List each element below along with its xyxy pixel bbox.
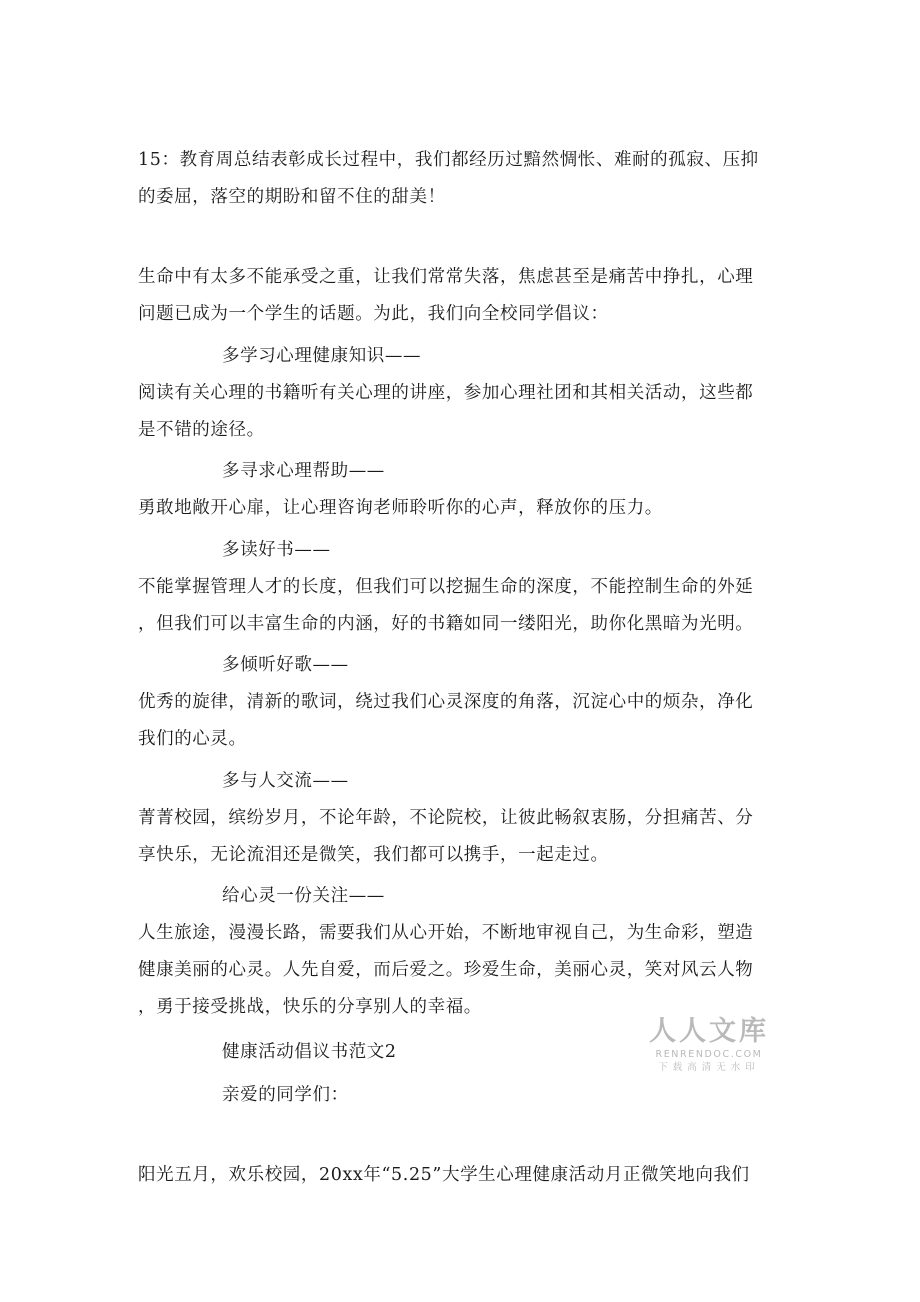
watermark-url: RENRENDOC.COM	[655, 1049, 763, 1060]
section-line: ，勇于接受挑战，快乐的分享别人的幸福。	[138, 997, 482, 1017]
intro-line-1: 15：教育周总结表彰成长过程中，我们都经历过黯然惆怅、难耐的孤寂、压抑	[138, 150, 759, 170]
watermark-title: 人人文库	[649, 1016, 769, 1047]
intro-line-2: 的委屈，落空的期盼和留不住的甜美！	[138, 187, 446, 207]
opening-line-2: 问题已成为一个学生的话题。为此，我们向全校同学倡议：	[138, 304, 609, 324]
watermark-tagline: 下载高清无水印	[658, 1062, 760, 1073]
closing-line: 阳光五月，欢乐校园，20xx年“5.25”大学生心理健康活动月正微笑地向我们	[138, 1165, 750, 1185]
watermark-logo	[646, 1016, 772, 1075]
section-line: 优秀的旋律，清新的歌词，绕过我们心灵深度的角落，沉淀心中的烦杂，净化	[138, 692, 754, 712]
section-line: 人生旅途，漫漫长路，需要我们从心开始，不断地审视自己，为生命彩，塑造	[138, 923, 754, 943]
subtitle: 健康活动倡议书范文2	[222, 1042, 397, 1062]
section-line: ，但我们可以丰富生命的内涵，好的书籍如同一缕阳光，助你化黑暗为光明。	[138, 614, 754, 634]
section-heading: 多读好书——	[222, 540, 331, 560]
section-line: 菁菁校园，缤纷岁月，不论年龄，不论院校，让彼此畅叙衷肠，分担痛苦、分	[138, 808, 754, 828]
section-line: 勇敢地敞开心扉，让心理咨询老师聆听你的心声，释放你的压力。	[138, 498, 663, 518]
opening-line-1: 生命中有太多不能承受之重，让我们常常失落，焦虑甚至是痛苦中挣扎，心理	[138, 267, 754, 287]
section-line: 享快乐，无论流泪还是微笑，我们都可以携手，一起走过。	[138, 845, 609, 865]
section-line: 阅读有关心理的书籍听有关心理的讲座，参加心理社团和其相关活动，这些都	[138, 383, 754, 403]
section-heading: 多与人交流——	[222, 771, 349, 791]
greeting: 亲爱的同学们：	[222, 1085, 349, 1105]
section-line: 我们的心灵。	[138, 729, 247, 749]
section-line: 是不错的途径。	[138, 420, 265, 440]
section-line: 健康美丽的心灵。人先自爱，而后爱之。珍爱生命，美丽心灵，笑对风云人物	[138, 960, 754, 980]
section-heading: 多倾听好歌——	[222, 655, 349, 675]
section-heading: 多学习心理健康知识——	[222, 346, 422, 366]
section-line: 不能掌握管理人才的长度，但我们可以挖掘生命的深度，不能控制生命的外延	[138, 577, 754, 597]
section-heading: 给心灵一份关注——	[222, 886, 385, 906]
section-heading: 多寻求心理帮助——	[222, 461, 385, 481]
